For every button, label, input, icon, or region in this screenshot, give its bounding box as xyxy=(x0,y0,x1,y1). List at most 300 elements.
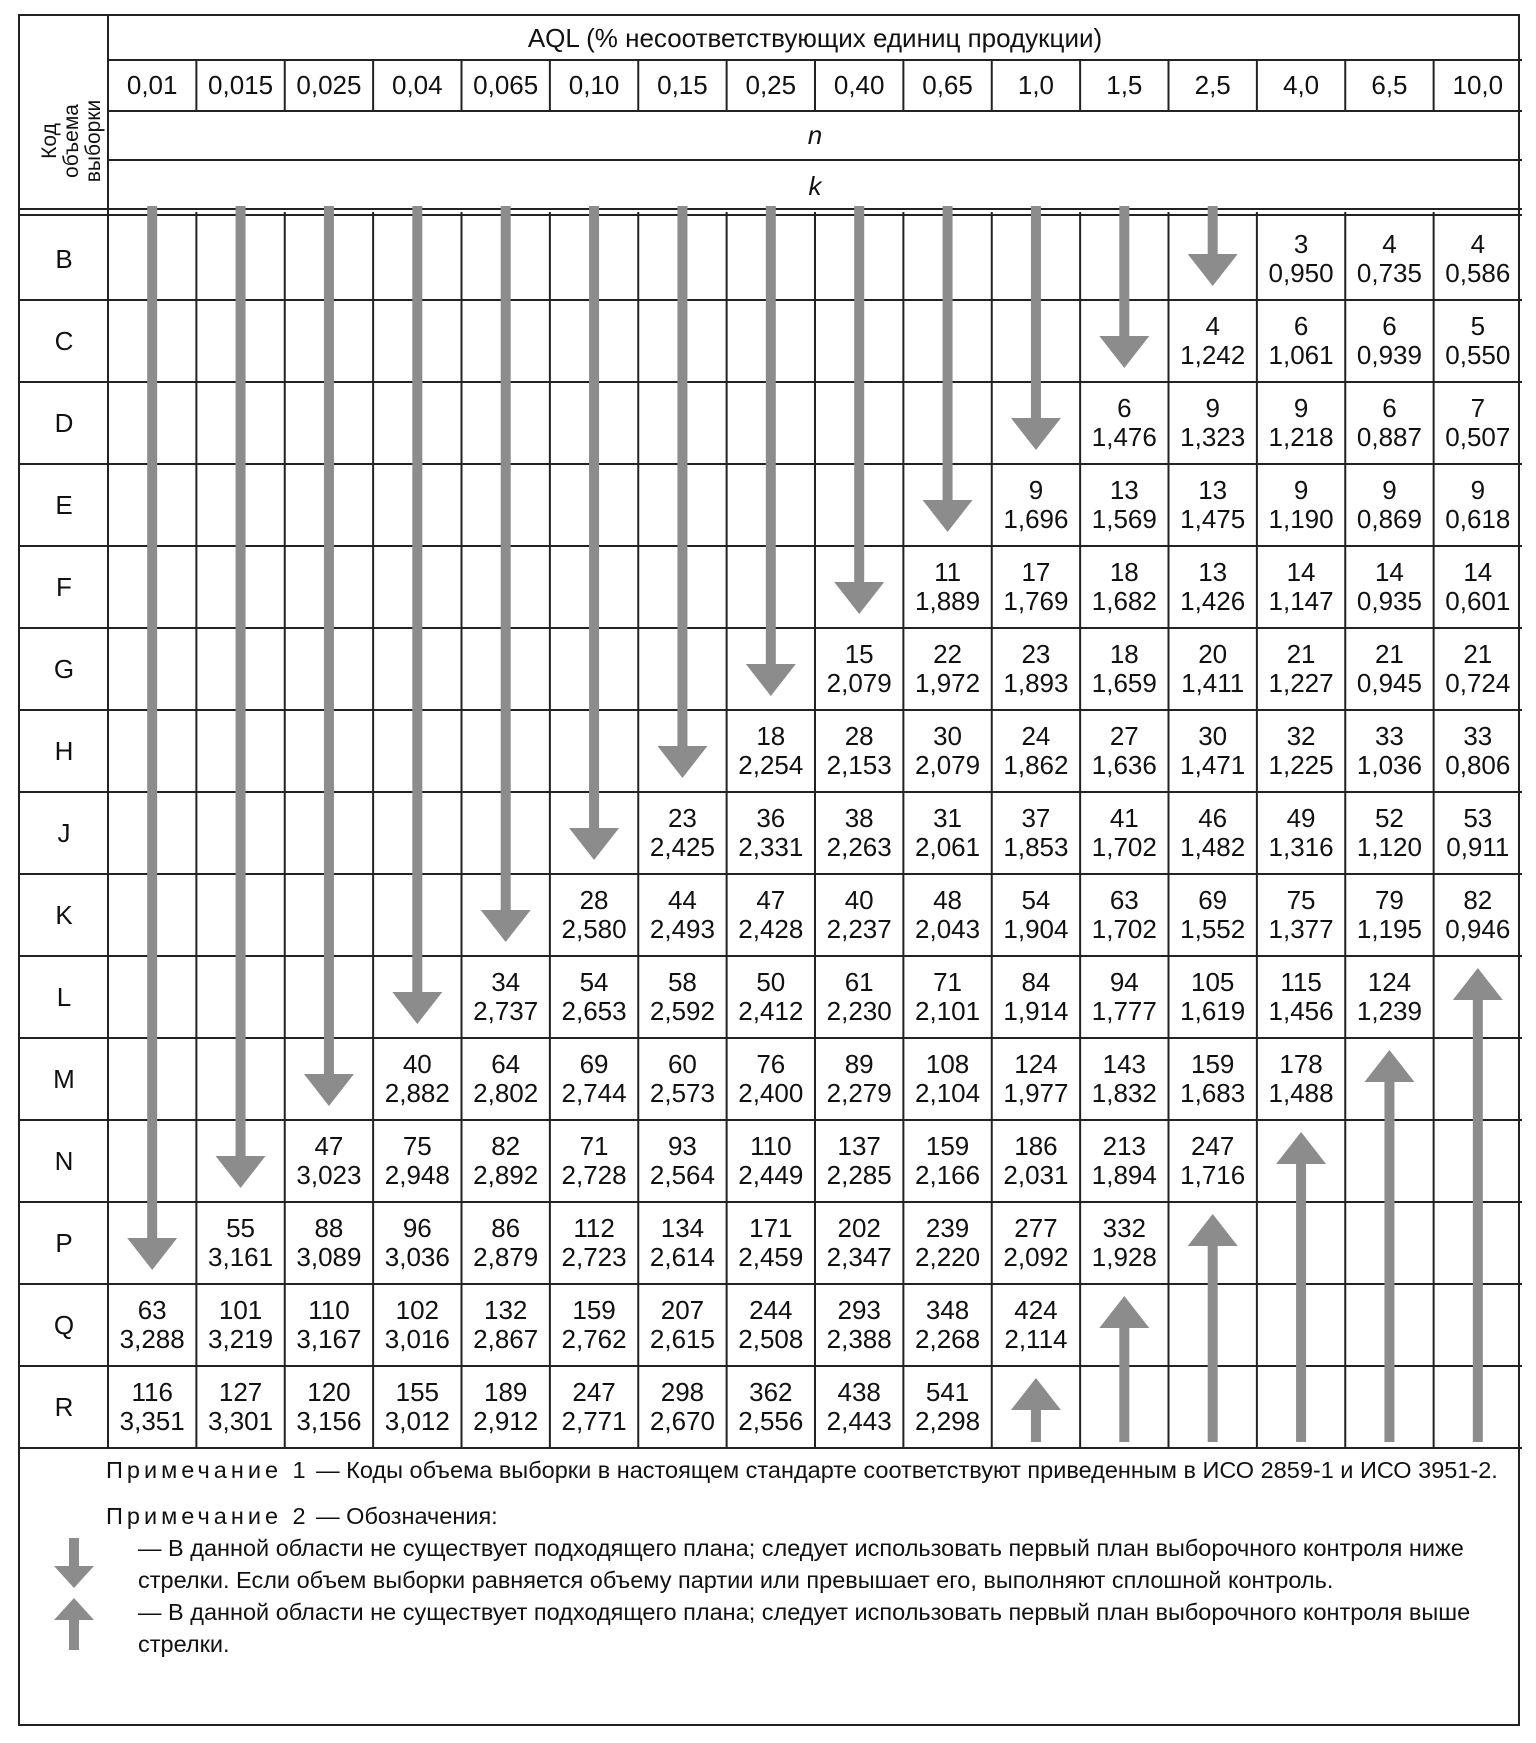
sample-size-n: 64 xyxy=(491,1049,521,1079)
sample-size-n: 17 xyxy=(1021,557,1051,587)
sample-size-n: 18 xyxy=(1109,557,1139,587)
plan-cell xyxy=(903,1050,991,1108)
row-code: P xyxy=(55,1228,73,1258)
plan-cell xyxy=(727,968,815,1026)
aql-level: 0,025 xyxy=(296,70,362,100)
row-code: G xyxy=(53,654,75,684)
arrow-down-icon xyxy=(569,206,619,860)
aql-header: AQL (% несоответствующих единиц продукции) xyxy=(527,23,1103,53)
plan-cell xyxy=(1169,1132,1257,1190)
plan-cell xyxy=(1257,558,1345,616)
sample-size-n: 159 xyxy=(925,1131,970,1161)
row-code: M xyxy=(53,1064,75,1094)
plan-cell xyxy=(1345,312,1433,370)
arrow-down-icon xyxy=(923,206,973,532)
sample-size-n: 53 xyxy=(1463,803,1493,833)
sample-size-n: 9 xyxy=(1293,393,1309,423)
legend-down-text: — В данной области не существует подходящего плана; следует использовать первый план выборочного контроля ниже стрелки. Если объем выборки равняется объему партии или превышает его, выполняют сплошной контроль. xyxy=(138,1535,1464,1593)
acceptability-k: 1,323 xyxy=(1180,422,1246,452)
plan-cell xyxy=(903,1132,991,1190)
plan-cell xyxy=(727,1132,815,1190)
plan-cell xyxy=(903,886,991,944)
sample-size-n: 6 xyxy=(1117,393,1132,423)
acceptability-k: 1,242 xyxy=(1180,340,1246,370)
acceptability-k: 2,230 xyxy=(826,996,892,1026)
sample-size-n: 69 xyxy=(1198,885,1228,915)
plan-cell xyxy=(1257,804,1345,862)
acceptability-k: 0,946 xyxy=(1445,914,1511,944)
acceptability-k: 0,935 xyxy=(1356,586,1422,616)
sample-size-n: 244 xyxy=(749,1295,793,1325)
sample-size-n: 13 xyxy=(1109,475,1139,505)
plan-cell xyxy=(815,968,903,1026)
acceptability-k: 1,777 xyxy=(1091,996,1157,1026)
aql-level: 0,10 xyxy=(568,70,620,100)
acceptability-k: 0,869 xyxy=(1356,504,1422,534)
plan-cell xyxy=(815,640,903,698)
sample-size-n: 30 xyxy=(1198,721,1228,751)
row-code: R xyxy=(54,1392,74,1422)
aql-level: 4,0 xyxy=(1282,70,1320,100)
plan-cell xyxy=(815,1050,903,1108)
plan-cell xyxy=(373,1214,461,1272)
acceptability-k: 1,853 xyxy=(1003,832,1069,862)
sample-size-n: 127 xyxy=(218,1377,263,1407)
plan-cell xyxy=(1169,886,1257,944)
acceptability-k: 1,893 xyxy=(1003,668,1069,698)
plan-cell xyxy=(638,886,726,944)
sample-size-n: 34 xyxy=(491,967,521,997)
acceptability-k: 1,914 xyxy=(1003,996,1069,1026)
plan-cell xyxy=(1257,230,1345,288)
sample-size-n: 13 xyxy=(1198,557,1228,587)
sample-size-n: 155 xyxy=(395,1377,439,1407)
acceptability-k: 3,156 xyxy=(296,1406,362,1436)
sample-size-n: 15 xyxy=(844,639,874,669)
acceptability-k: 1,147 xyxy=(1268,586,1334,616)
plan-cell xyxy=(1345,804,1433,862)
acceptability-k: 2,237 xyxy=(826,914,892,944)
acceptability-k: 0,887 xyxy=(1356,422,1422,452)
sample-size-n: 4 xyxy=(1205,311,1220,341)
sample-size-code-header xyxy=(30,56,114,226)
plan-cell xyxy=(638,1132,726,1190)
sample-size-n: 89 xyxy=(844,1049,874,1079)
sample-size-n: 48 xyxy=(933,885,963,915)
sample-size-n: 14 xyxy=(1374,557,1404,587)
plan-cell xyxy=(1434,394,1522,452)
acceptability-k: 2,912 xyxy=(473,1406,539,1436)
sample-size-n: 6 xyxy=(1382,393,1397,423)
aql-level: 0,01 xyxy=(126,70,178,100)
acceptability-k: 2,043 xyxy=(915,914,981,944)
arrow-down-icon xyxy=(1011,206,1061,450)
sample-size-n: 171 xyxy=(749,1213,793,1243)
acceptability-k: 1,190 xyxy=(1268,504,1334,534)
acceptability-k: 1,928 xyxy=(1091,1242,1157,1272)
acceptability-k: 2,728 xyxy=(561,1160,627,1190)
plan-cell xyxy=(373,1378,461,1436)
arrow-up-icon xyxy=(1276,1132,1326,1442)
acceptability-k: 1,482 xyxy=(1180,832,1246,862)
arrow-down-icon xyxy=(216,206,266,1188)
plan-cell xyxy=(992,1296,1080,1354)
plan-cell xyxy=(992,1214,1080,1272)
sample-size-n: 30 xyxy=(933,721,963,751)
acceptability-k: 1,702 xyxy=(1091,832,1157,862)
acceptability-k: 1,636 xyxy=(1091,750,1157,780)
note2-label: Примечание 2 xyxy=(106,1503,310,1529)
sample-size-n: 21 xyxy=(1463,639,1493,669)
acceptability-k: 2,031 xyxy=(1003,1160,1069,1190)
arrow-up-icon xyxy=(1364,1050,1414,1442)
acceptability-k: 1,702 xyxy=(1091,914,1157,944)
acceptability-k: 2,412 xyxy=(738,996,804,1026)
plan-cell xyxy=(550,1132,638,1190)
plan-cell xyxy=(1257,476,1345,534)
acceptability-k: 1,218 xyxy=(1268,422,1334,452)
sample-size-n: 37 xyxy=(1021,803,1051,833)
sample-size-n: 4 xyxy=(1382,229,1397,259)
acceptability-k: 1,488 xyxy=(1268,1078,1334,1108)
plan-cell xyxy=(462,1214,550,1272)
plan-cell xyxy=(1345,886,1433,944)
plan-cell xyxy=(1257,312,1345,370)
sample-size-n: 27 xyxy=(1109,721,1139,751)
acceptability-k: 2,493 xyxy=(649,914,715,944)
legend-up xyxy=(28,1596,1510,1660)
acceptability-k: 2,892 xyxy=(473,1160,539,1190)
acceptability-k: 2,723 xyxy=(561,1242,627,1272)
arrow-up-icon xyxy=(1453,968,1503,1442)
plan-cell xyxy=(815,804,903,862)
acceptability-k: 3,167 xyxy=(296,1324,362,1354)
acceptability-k: 1,377 xyxy=(1268,914,1334,944)
acceptability-k: 3,351 xyxy=(119,1406,185,1436)
acceptability-k: 1,225 xyxy=(1268,750,1334,780)
acceptability-k: 2,449 xyxy=(738,1160,804,1190)
sample-size-n: 3 xyxy=(1293,229,1309,259)
sample-size-n: 11 xyxy=(934,557,962,587)
plan-cell xyxy=(727,1050,815,1108)
plan-cell xyxy=(1169,312,1257,370)
acceptability-k: 1,426 xyxy=(1180,586,1246,616)
sample-size-n: 23 xyxy=(667,803,697,833)
row-code: J xyxy=(57,818,71,848)
plan-cell xyxy=(1434,558,1522,616)
sample-size-n: 88 xyxy=(314,1213,344,1243)
sample-size-n: 52 xyxy=(1374,803,1404,833)
sample-size-n: 58 xyxy=(667,967,697,997)
plan-cell xyxy=(1080,804,1168,862)
aql-level: 0,015 xyxy=(208,70,274,100)
acceptability-k: 2,079 xyxy=(915,750,981,780)
acceptability-k: 2,564 xyxy=(649,1160,715,1190)
sample-size-n: 277 xyxy=(1014,1213,1058,1243)
row-code: N xyxy=(54,1146,74,1176)
acceptability-k: 2,580 xyxy=(561,914,627,944)
acceptability-k: 2,615 xyxy=(649,1324,715,1354)
sample-size-n: 94 xyxy=(1109,967,1139,997)
plan-cell xyxy=(992,1132,1080,1190)
plan-cell xyxy=(992,476,1080,534)
plan-cell xyxy=(462,1378,550,1436)
corner-label-line: выборки xyxy=(82,99,105,183)
plan-cell xyxy=(727,886,815,944)
plan-cell xyxy=(1345,230,1433,288)
plan-cell xyxy=(1080,722,1168,780)
acceptability-k: 2,762 xyxy=(561,1324,627,1354)
plan-cell xyxy=(903,1296,991,1354)
plan-cell xyxy=(373,1296,461,1354)
sample-size-n: 4 xyxy=(1470,229,1486,259)
row-code: H xyxy=(54,736,74,766)
acceptability-k: 2,285 xyxy=(826,1160,892,1190)
acceptability-k: 1,832 xyxy=(1091,1078,1157,1108)
corner-label-line: Код xyxy=(38,123,61,159)
plan-cell xyxy=(903,804,991,862)
acceptability-k: 0,806 xyxy=(1445,750,1511,780)
plan-cell xyxy=(815,1132,903,1190)
plan-cell xyxy=(1169,722,1257,780)
sample-size-n: 120 xyxy=(307,1377,351,1407)
acceptability-k: 1,619 xyxy=(1180,996,1246,1026)
acceptability-k: 1,862 xyxy=(1003,750,1069,780)
acceptability-k: 2,153 xyxy=(826,750,892,780)
sample-size-n: 22 xyxy=(933,639,963,669)
arrow-down-icon xyxy=(1188,206,1238,286)
sample-size-n: 239 xyxy=(925,1213,970,1243)
acceptability-k: 3,301 xyxy=(208,1406,274,1436)
arrow-down-icon xyxy=(481,206,531,942)
sample-size-n: 23 xyxy=(1021,639,1051,669)
acceptability-k: 1,659 xyxy=(1091,668,1157,698)
plan-cell xyxy=(727,1214,815,1272)
sample-size-n: 159 xyxy=(572,1295,616,1325)
arrow-down-icon xyxy=(746,206,796,696)
plan-cell xyxy=(815,1378,903,1436)
plan-cell xyxy=(638,1214,726,1272)
acceptability-k: 2,882 xyxy=(384,1078,450,1108)
plan-cell xyxy=(1345,968,1433,1026)
plan-cell xyxy=(1257,1050,1345,1108)
plan-cell xyxy=(285,1214,373,1272)
acceptability-k: 1,769 xyxy=(1003,586,1069,616)
legend-down xyxy=(28,1532,1510,1596)
acceptability-k: 2,670 xyxy=(649,1406,715,1436)
sample-size-n: 186 xyxy=(1014,1131,1058,1161)
acceptability-k: 2,653 xyxy=(561,996,627,1026)
acceptability-k: 2,948 xyxy=(384,1160,450,1190)
acceptability-k: 1,475 xyxy=(1180,504,1246,534)
sample-size-n: 33 xyxy=(1463,721,1493,751)
plan-cell xyxy=(815,722,903,780)
sample-size-n: 18 xyxy=(756,721,786,751)
acceptability-k: 1,036 xyxy=(1356,750,1422,780)
aql-level: 0,65 xyxy=(922,70,973,100)
sample-size-n: 124 xyxy=(1367,967,1412,997)
plan-cell xyxy=(815,1296,903,1354)
plan-cell xyxy=(638,1296,726,1354)
plan-cell xyxy=(1080,1132,1168,1190)
sample-size-n: 438 xyxy=(837,1377,881,1407)
acceptability-k: 1,977 xyxy=(1003,1078,1069,1108)
sample-size-n: 293 xyxy=(837,1295,881,1325)
plan-cell xyxy=(992,640,1080,698)
acceptability-k: 2,614 xyxy=(649,1242,715,1272)
plan-cell xyxy=(1169,640,1257,698)
plan-cell xyxy=(727,804,815,862)
sample-size-n: 21 xyxy=(1374,639,1404,669)
sample-size-n: 115 xyxy=(1280,967,1322,997)
acceptability-k: 2,079 xyxy=(826,668,892,698)
note1-label: Примечание 1 xyxy=(106,1457,310,1483)
acceptability-k: 2,268 xyxy=(915,1324,981,1354)
acceptability-k: 3,023 xyxy=(296,1160,362,1190)
plan-cell xyxy=(1169,804,1257,862)
sample-size-n: 79 xyxy=(1374,885,1404,915)
acceptability-k: 0,724 xyxy=(1445,668,1511,698)
plan-cell xyxy=(550,968,638,1026)
plan-cell xyxy=(1169,476,1257,534)
sample-size-n: 9 xyxy=(1382,475,1397,505)
plan-cell xyxy=(462,1050,550,1108)
sample-size-n: 49 xyxy=(1286,803,1316,833)
plan-cell xyxy=(727,1296,815,1354)
acceptability-k: 0,618 xyxy=(1445,504,1511,534)
sample-size-n: 424 xyxy=(1014,1295,1058,1325)
plan-cell xyxy=(285,1132,373,1190)
plan-cell xyxy=(727,1378,815,1436)
acceptability-k: 1,227 xyxy=(1268,668,1334,698)
acceptability-k: 2,867 xyxy=(473,1324,539,1354)
plan-cell xyxy=(903,1214,991,1272)
acceptability-k: 0,550 xyxy=(1445,340,1511,370)
sample-size-n: 5 xyxy=(1470,311,1486,341)
sample-size-n: 6 xyxy=(1293,311,1309,341)
sample-size-n: 6 xyxy=(1382,311,1397,341)
n-label: n xyxy=(807,120,823,150)
acceptability-k: 0,601 xyxy=(1445,586,1511,616)
sample-size-n: 36 xyxy=(756,803,786,833)
sample-size-n: 54 xyxy=(579,967,609,997)
aql-level: 1,0 xyxy=(1017,70,1055,100)
sample-size-n: 93 xyxy=(667,1131,697,1161)
acceptability-k: 3,219 xyxy=(208,1324,274,1354)
acceptability-k: 0,945 xyxy=(1356,668,1422,698)
sample-size-n: 105 xyxy=(1190,967,1235,997)
sample-size-n: 7 xyxy=(1470,393,1486,423)
plan-cell xyxy=(992,804,1080,862)
plan-cell xyxy=(638,968,726,1026)
plan-cell xyxy=(992,968,1080,1026)
plan-cell xyxy=(638,804,726,862)
sample-size-n: 18 xyxy=(1109,639,1139,669)
arrow-up-icon xyxy=(54,1598,94,1650)
acceptability-k: 2,428 xyxy=(738,914,804,944)
acceptability-k: 1,904 xyxy=(1003,914,1069,944)
aql-level: 0,065 xyxy=(473,70,539,100)
sample-size-n: 28 xyxy=(844,721,874,751)
sample-size-n: 213 xyxy=(1102,1131,1146,1161)
plan-cell xyxy=(462,1296,550,1354)
acceptability-k: 2,347 xyxy=(826,1242,892,1272)
sample-size-n: 207 xyxy=(660,1295,705,1325)
arrow-up-icon xyxy=(1099,1296,1149,1442)
acceptability-k: 1,552 xyxy=(1180,914,1246,944)
acceptability-k: 2,061 xyxy=(915,832,981,862)
acceptability-k: 0,735 xyxy=(1356,258,1422,288)
plan-cell xyxy=(462,968,550,1026)
plan-cell xyxy=(1434,312,1522,370)
sample-size-n: 76 xyxy=(756,1049,786,1079)
sample-size-n: 40 xyxy=(844,885,874,915)
plan-cell xyxy=(550,1214,638,1272)
sample-size-n: 110 xyxy=(750,1131,792,1161)
acceptability-k: 3,036 xyxy=(384,1242,450,1272)
acceptability-k: 2,879 xyxy=(473,1242,539,1272)
arrow-down-icon xyxy=(834,206,884,614)
sample-size-n: 50 xyxy=(756,967,786,997)
plan-cell xyxy=(992,1050,1080,1108)
sample-size-n: 96 xyxy=(402,1213,432,1243)
plan-cell xyxy=(903,640,991,698)
note2-text: — Обозначения: xyxy=(309,1503,498,1529)
sample-size-n: 101 xyxy=(218,1295,263,1325)
plan-cell xyxy=(992,722,1080,780)
row-code: E xyxy=(55,490,73,520)
arrow-down-icon xyxy=(392,206,442,1024)
plan-cell xyxy=(727,722,815,780)
acceptability-k: 1,972 xyxy=(915,668,981,698)
sample-size-n: 14 xyxy=(1286,557,1316,587)
plan-cell xyxy=(1080,968,1168,1026)
sample-size-n: 189 xyxy=(483,1377,528,1407)
plan-cell xyxy=(550,1050,638,1108)
plan-cell xyxy=(1434,886,1522,944)
sample-size-n: 137 xyxy=(837,1131,881,1161)
acceptability-k: 0,507 xyxy=(1445,422,1511,452)
plan-cell xyxy=(1080,886,1168,944)
acceptability-k: 1,061 xyxy=(1268,340,1334,370)
acceptability-k: 3,012 xyxy=(384,1406,450,1436)
acceptability-k: 1,120 xyxy=(1356,832,1422,862)
arrow-up-icon xyxy=(1188,1214,1238,1442)
sample-size-n: 9 xyxy=(1293,475,1309,505)
plan-cell xyxy=(108,1378,196,1436)
sample-size-n: 69 xyxy=(579,1049,609,1079)
plan-cell xyxy=(1434,230,1522,288)
arrow-down-icon xyxy=(1099,206,1149,368)
acceptability-k: 2,331 xyxy=(738,832,804,862)
plan-cell xyxy=(1169,1050,1257,1108)
sample-size-n: 40 xyxy=(402,1049,432,1079)
acceptability-k: 2,220 xyxy=(915,1242,981,1272)
plan-cell xyxy=(1345,394,1433,452)
plan-cell xyxy=(373,1132,461,1190)
aql-level: 10,0 xyxy=(1452,70,1504,100)
acceptability-k: 2,114 xyxy=(1004,1324,1068,1354)
acceptability-k: 1,316 xyxy=(1268,832,1334,862)
plan-cell xyxy=(638,1378,726,1436)
plan-cell xyxy=(1080,1050,1168,1108)
acceptability-k: 2,101 xyxy=(915,996,981,1026)
aql-level: 0,04 xyxy=(392,70,443,100)
arrow-down-icon xyxy=(657,206,707,778)
acceptability-k: 0,586 xyxy=(1445,258,1511,288)
acceptability-k: 1,569 xyxy=(1091,504,1157,534)
row-code: B xyxy=(55,244,73,274)
